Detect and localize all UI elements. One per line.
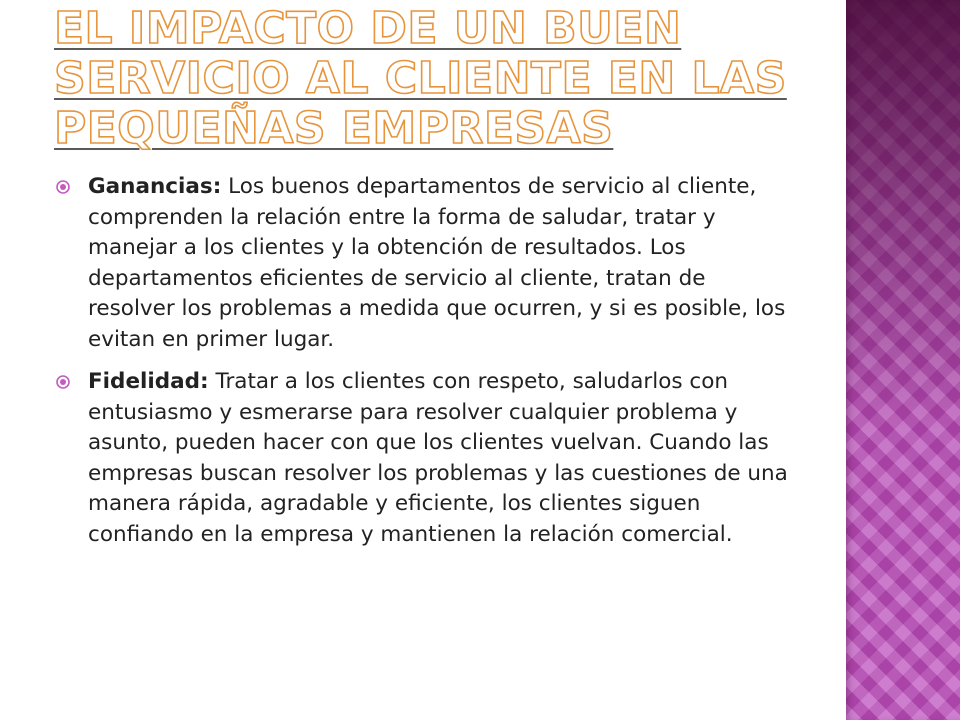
bullet-term: Fidelidad:: [88, 369, 209, 394]
bullet-term: Ganancias:: [88, 174, 222, 199]
slide-title: EL IMPACTO DE UN BUEN SERVICIO AL CLIENTE EN LAS PEQUEÑAS EMPRESAS: [54, 3, 787, 154]
circle-dot-bullet-icon: [56, 180, 70, 194]
bullet-item-fidelidad: [56, 367, 796, 550]
bullet-text: Tratar a los clientes con respeto, saludarlos con entusiasmo y esmerarse para resolver cualquier problema y asunto, pueden hacer con que los clientes vuelvan. Cuando las empresas buscan resolver los problemas y las cuestiones de una manera rápida, agradable y eficiente, los clientes siguen confiando en la empresa y mantienen la relación comercial.: [88, 369, 788, 547]
bullet-item-ganancias: [56, 172, 796, 355]
bullet-text: Los buenos departamentos de servicio al cliente, comprenden la relación entre la forma de saludar, tratar y manejar a los clientes y la obtención de resultados. Los departamentos eficientes de servicio al cliente, tratan de resolver los problemas a medida que ocurren, y si es posible, los evitan en primer lugar.: [88, 174, 786, 352]
circle-dot-bullet-icon: [56, 375, 70, 389]
decorative-side-panel: [846, 0, 960, 720]
bullet-list: [56, 172, 796, 562]
